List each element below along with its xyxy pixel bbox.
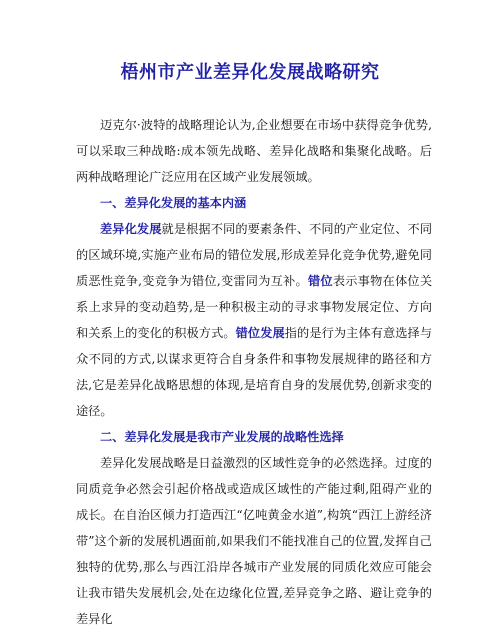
document-body [76,112,432,632]
section-1-text-1: 就是根据不同的要素条件、不同的产业定位、不同的区域环境,实施产业布局的错位发展,形成差异化竞争优势,避免同质恶性竞争,变竞争为错位,变雷同为互补。 [76,222,433,288]
keyword-differentiation: 差异化发展 [100,222,162,236]
section-2-heading: 二、差异化发展是我市产业发展的战略性选择 [100,430,344,444]
section-2-paragraph: 差异化发展战略是日益激烈的区域性竞争的必然选择。过度的同质竞争必然会引起价格战或造成区域性的产能过剩,阻碍产业的成长。在自治区倾力打造西江“亿吨黄金水道”,构筑“西江上游经济带”这个新的发展机遇面前,如果我们不能找准自己的位置,发挥自己独特的优势,那么与西江沿岸各城市产业发展的同质化效应可能会让我市错失发展机会,处在边缘化位置,差异竞争之路、避让竞争的差异化 [76,456,432,626]
section-1-paragraph [76,216,432,424]
section-1-text-3: 指的是行为主体有意选择与众不同的方式,以谋求更符合自身条件和事物发展规律的路径和方法,它是差异化战略思想的体现,是培育自身的发展优势,创新求变的途径。 [76,326,433,418]
intro-paragraph: 迈克尔·波特的战略理论认为,企业想要在市场中获得竞争优势,可以采取三种战略:成本领先战略、差异化战略和集聚化战略。后两种战略理论广泛应用在区域产业发展领域。 [76,118,432,184]
keyword-misplaced-development: 错位发展 [235,326,285,340]
document-title: 梧州市产业差异化发展战略研究 [120,62,380,83]
section-1-text-2: 表示事物在体位关系上求异的变动趋势,是一种积极主动的寻求事物发展定位、方向和关系上的变化的积极方式。 [76,274,433,340]
keyword-misplacement: 错位 [307,274,333,288]
section-1-heading: 一、差异化发展的基本内涵 [100,196,247,210]
